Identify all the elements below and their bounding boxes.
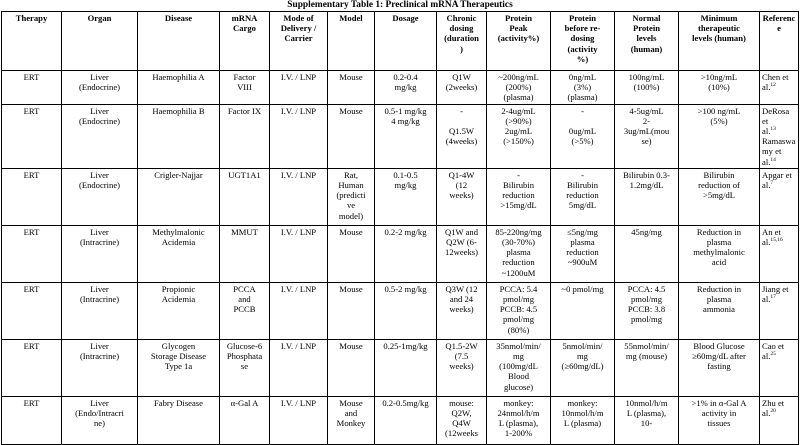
reference-cell <box>760 282 799 339</box>
table-row <box>2 225 799 282</box>
column-header: Reference <box>760 12 799 71</box>
model-cell: Mouse <box>328 71 375 105</box>
model-cell: Rat, Human (predicti ve model) <box>328 168 375 225</box>
delivery-cell: I.V. / LNP <box>270 71 328 105</box>
protein-before-cell: ~0 pmol/mg <box>551 282 615 339</box>
normal-levels-cell: 10nmol/h/m L (plasma), 10- <box>615 396 679 444</box>
reference-text: Jiang et al. <box>762 283 789 305</box>
column-header: Dosage <box>375 12 437 71</box>
organ-cell: Liver (Endo/Intracri ne) <box>62 396 138 444</box>
column-header: Chronic dosing (duration ) <box>437 12 487 71</box>
column-header: mRNA Cargo <box>220 12 270 71</box>
chronic-dosing-cell: Q3W (12 and 24 weeks) <box>437 282 487 339</box>
protein-peak-cell: 2-4ug/mL (>90%) 2ug/mL (>150%) <box>487 104 551 168</box>
reference-cell <box>760 168 799 225</box>
normal-levels-cell: Bilirubin 0.3- 1.2mg/dL <box>615 168 679 225</box>
protein-peak-cell: 35nmol/min/ mg (100mg/dL Blood glucose) <box>487 339 551 396</box>
protein-peak-cell: monkey: 24nmol/h/m L (plasma), 1-200% <box>487 396 551 444</box>
table-title: Supplementary Table 1: Preclinical mRNA Therapeutics <box>287 0 513 10</box>
reference-citation: 7 <box>770 180 774 187</box>
column-header: Mode of Delivery / Carrier <box>270 12 328 71</box>
protein-peak-cell: ~200ng/mL (200%) (plasma) <box>487 71 551 105</box>
delivery-cell: I.V. / LNP <box>270 282 328 339</box>
chronic-dosing-cell: Q1.5-2W (7.5 weeks) <box>437 339 487 396</box>
reference-text: DeRosa et al. <box>762 105 790 137</box>
normal-levels-cell: 55nmol/min/ mg (mouse) <box>615 339 679 396</box>
column-header: Therapy <box>2 12 62 71</box>
reference-text: Cao et al. <box>762 340 785 362</box>
column-header: Protein before re- dosing (activity %) <box>551 12 615 71</box>
protein-before-cell: - 0ug/mL (>5%) <box>551 104 615 168</box>
disease-cell: Crigler-Najjar <box>138 168 220 225</box>
protein-before-cell: 0ng/mL (3%) (plasma) <box>551 71 615 105</box>
minimum-levels-cell: >10ng/mL (10%) <box>679 71 760 105</box>
dosage-cell: 0.2-2 mg/kg <box>375 225 437 282</box>
organ-cell: Liver (Intracrine) <box>62 225 138 282</box>
minimum-levels-cell: Reduction in plasma methylmalonic acid <box>679 225 760 282</box>
therapy-cell: ERT <box>2 396 62 444</box>
reference-citation: 25 <box>770 351 776 358</box>
reference-text: Apgar et al. <box>762 169 792 191</box>
table-row <box>2 71 799 105</box>
organ-cell: Liver (Endocrine) <box>62 168 138 225</box>
reference-text: Chen et al. <box>762 72 789 93</box>
model-cell: Mouse <box>328 282 375 339</box>
chronic-dosing-cell: - Q1.5W (4weeks) <box>437 104 487 168</box>
model-cell: Mouse <box>328 339 375 396</box>
chronic-dosing-cell: Q1W (2weeks) <box>437 71 487 105</box>
table-row <box>2 282 799 339</box>
minimum-levels-cell: Reduction in plasma ammonia <box>679 282 760 339</box>
therapy-cell: ERT <box>2 104 62 168</box>
dosage-cell: 0.5-2 mg/kg <box>375 282 437 339</box>
column-header: Organ <box>62 12 138 71</box>
normal-levels-cell: 45ng/mg <box>615 225 679 282</box>
delivery-cell: I.V. / LNP <box>270 168 328 225</box>
cargo-cell: Factor IX <box>220 104 270 168</box>
reference-citation: 14 <box>770 156 776 163</box>
cargo-cell: MMUT <box>220 225 270 282</box>
delivery-cell: I.V. / LNP <box>270 104 328 168</box>
disease-cell: Haemophilia B <box>138 104 220 168</box>
reference-text: Ramaswa my et al. <box>762 136 796 167</box>
therapy-cell: ERT <box>2 71 62 105</box>
reference-text: An et al. <box>762 226 781 248</box>
dosage-cell: 0.25-1mg/kg <box>375 339 437 396</box>
therapy-cell: ERT <box>2 282 62 339</box>
column-header: Disease <box>138 12 220 71</box>
chronic-dosing-cell: Q1-4W (12 weeks) <box>437 168 487 225</box>
protein-peak-cell: 85-220ng/mg (30-70%) plasma reduction ~1200uM <box>487 225 551 282</box>
column-header: Model <box>328 12 375 71</box>
cargo-cell: Factor VIII <box>220 71 270 105</box>
table-row <box>2 339 799 396</box>
reference-citation: 20 <box>770 408 776 415</box>
model-cell: Mouse <box>328 104 375 168</box>
minimum-levels-cell: Bilirubin reduction of >5mg/dL <box>679 168 760 225</box>
therapeutics-table <box>1 11 799 445</box>
dosage-cell: 0.2-0.5mg/kg <box>375 396 437 444</box>
reference-cell <box>760 71 799 105</box>
table-body <box>2 71 799 445</box>
minimum-levels-cell: >100 ng/mL (5%) <box>679 104 760 168</box>
normal-levels-cell: PCCA: 4.5 pmol/mg PCCB: 3.8 pmol/mg <box>615 282 679 339</box>
reference-citation: 12 <box>770 82 776 89</box>
normal-levels-cell: 4-5ug/mL 2- 3ug/mL(mou se) <box>615 104 679 168</box>
cargo-cell: UGT1A1 <box>220 168 270 225</box>
dosage-cell: 0.1-0.5 mg/kg <box>375 168 437 225</box>
reference-text: Zhu et al. <box>762 397 785 419</box>
model-cell: Mouse <box>328 225 375 282</box>
disease-cell: Fabry Disease <box>138 396 220 444</box>
reference-cell <box>760 339 799 396</box>
reference-cell <box>760 225 799 282</box>
table-row <box>2 104 799 168</box>
therapy-cell: ERT <box>2 168 62 225</box>
delivery-cell: I.V. / LNP <box>270 339 328 396</box>
organ-cell: Liver (Intracrine) <box>62 339 138 396</box>
cargo-cell: Glucose-6 Phosphata se <box>220 339 270 396</box>
organ-cell: Liver (Endocrine) <box>62 71 138 105</box>
delivery-cell: I.V. / LNP <box>270 225 328 282</box>
chronic-dosing-cell: Q1W and Q2W (6- 12weeks) <box>437 225 487 282</box>
protein-peak-cell: PCCA: 5.4 pmol/mg PCCB: 4.5 pmol/mg (80%) <box>487 282 551 339</box>
disease-cell: Propionic Acidemia <box>138 282 220 339</box>
column-header: Normal Protein levels (human) <box>615 12 679 71</box>
model-cell: Mouse and Monkey <box>328 396 375 444</box>
reference-citation: 13 <box>770 126 776 133</box>
column-header: Minimum therapeutic levels (human) <box>679 12 760 71</box>
table-row <box>2 396 799 444</box>
disease-cell: Glycogen Storage Disease Type 1a <box>138 339 220 396</box>
reference-cell <box>760 104 799 168</box>
column-header: Protein Peak (activity%) <box>487 12 551 71</box>
reference-citation: 15,16 <box>770 237 783 244</box>
chronic-dosing-cell: mouse: Q2W, Q4W (12weeks <box>437 396 487 444</box>
reference-citation: 17 <box>770 294 776 301</box>
minimum-levels-cell: Blood Glucose ≥60mg/dL after fasting <box>679 339 760 396</box>
disease-cell: Methylmalonic Acidemia <box>138 225 220 282</box>
cargo-cell: α-Gal A <box>220 396 270 444</box>
disease-cell: Haemophilia A <box>138 71 220 105</box>
minimum-levels-cell: >1% in α-Gal A activity in tissues <box>679 396 760 444</box>
therapy-cell: ERT <box>2 339 62 396</box>
protein-before-cell: 5nmol/min/ mg (≥60mg/dL) <box>551 339 615 396</box>
dosage-cell: 0.2-0.4 mg/kg <box>375 71 437 105</box>
protein-before-cell: - Bilirubin reduction 5mg/dL <box>551 168 615 225</box>
normal-levels-cell: 100ng/mL (100%) <box>615 71 679 105</box>
delivery-cell: I.V. / LNP <box>270 396 328 444</box>
protein-before-cell: ≤5ng/mg plasma reduction ~900uM <box>551 225 615 282</box>
organ-cell: Liver (Endocrine) <box>62 104 138 168</box>
table-row <box>2 168 799 225</box>
organ-cell: Liver (Intracrine) <box>62 282 138 339</box>
cargo-cell: PCCA and PCCB <box>220 282 270 339</box>
protein-peak-cell: - Bilirubin reduction >15mg/dL <box>487 168 551 225</box>
header-row <box>2 12 799 71</box>
protein-before-cell: monkey: 10nmol/h/m L (plasma) <box>551 396 615 444</box>
dosage-cell: 0.5-1 mg/kg 4 mg/kg <box>375 104 437 168</box>
reference-cell <box>760 396 799 444</box>
therapy-cell: ERT <box>2 225 62 282</box>
